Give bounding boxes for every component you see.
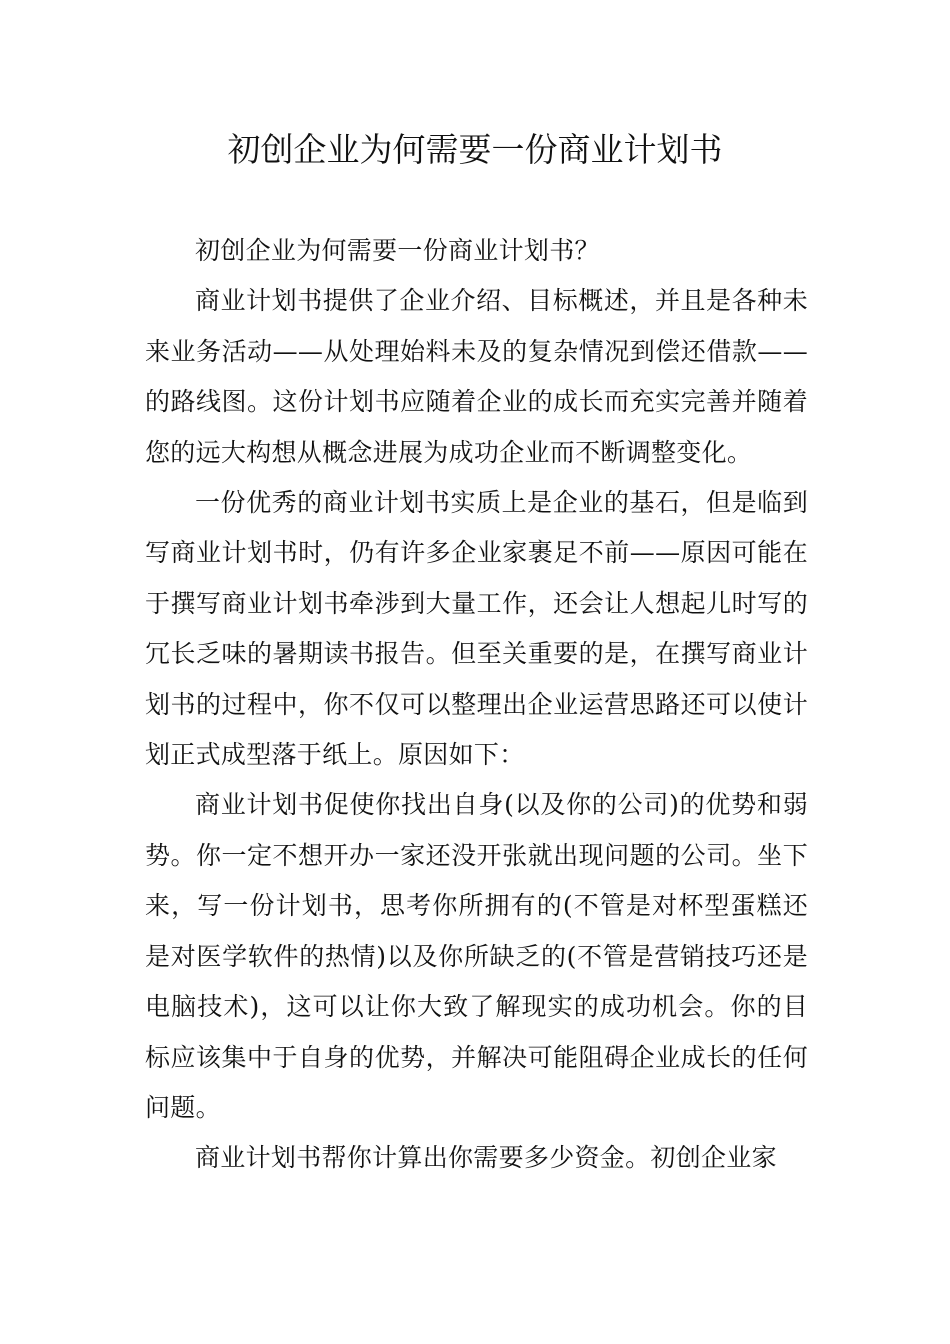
document-body bbox=[145, 226, 808, 1184]
paragraph-strengths: 商业计划书促使你找出自身(以及你的公司)的优势和弱势。你一定不想开办一家还没开张就出现问题的公司。坐下来，写一份计划书，思考你所拥有的(不管是对杯型蛋糕还是对医学软件的热情)以及你所缺乏的(不管是营销技巧还是电脑技术)，这可以让你大致了解现实的成功机会。你的目标应该集中于自身的优势，并解决可能阻碍企业成长的任何问题。 bbox=[145, 790, 808, 1122]
paragraph-funding: 商业计划书帮你计算出你需要多少资金。初创企业家 bbox=[195, 1143, 777, 1173]
paragraph-cornerstone: 一份优秀的商业计划书实质上是企业的基石，但是临到写商业计划书时，仍有许多企业家裹足不前——原因可能在于撰写商业计划书牵涉到大量工作，还会让人想起儿时写的冗长乏味的暑期读书报告。但至关重要的是，在撰写商业计划书的过程中，你不仅可以整理出企业运营思路还可以使计划正式成型落于纸上。原因如下： bbox=[145, 488, 808, 770]
paragraph-question: 初创企业为何需要一份商业计划书？ bbox=[195, 236, 600, 265]
document-title: 初创企业为何需要一份商业计划书 bbox=[227, 130, 723, 169]
paragraph-roadmap: 商业计划书提供了企业介绍、目标概述，并且是各种未来业务活动——从处理始料未及的复杂情况到偿还借款——的路线图。这份计划书应随着企业的成长而充实完善并随着您的远大构想从概念进展为成功企业而不断调整变化。 bbox=[145, 286, 808, 467]
